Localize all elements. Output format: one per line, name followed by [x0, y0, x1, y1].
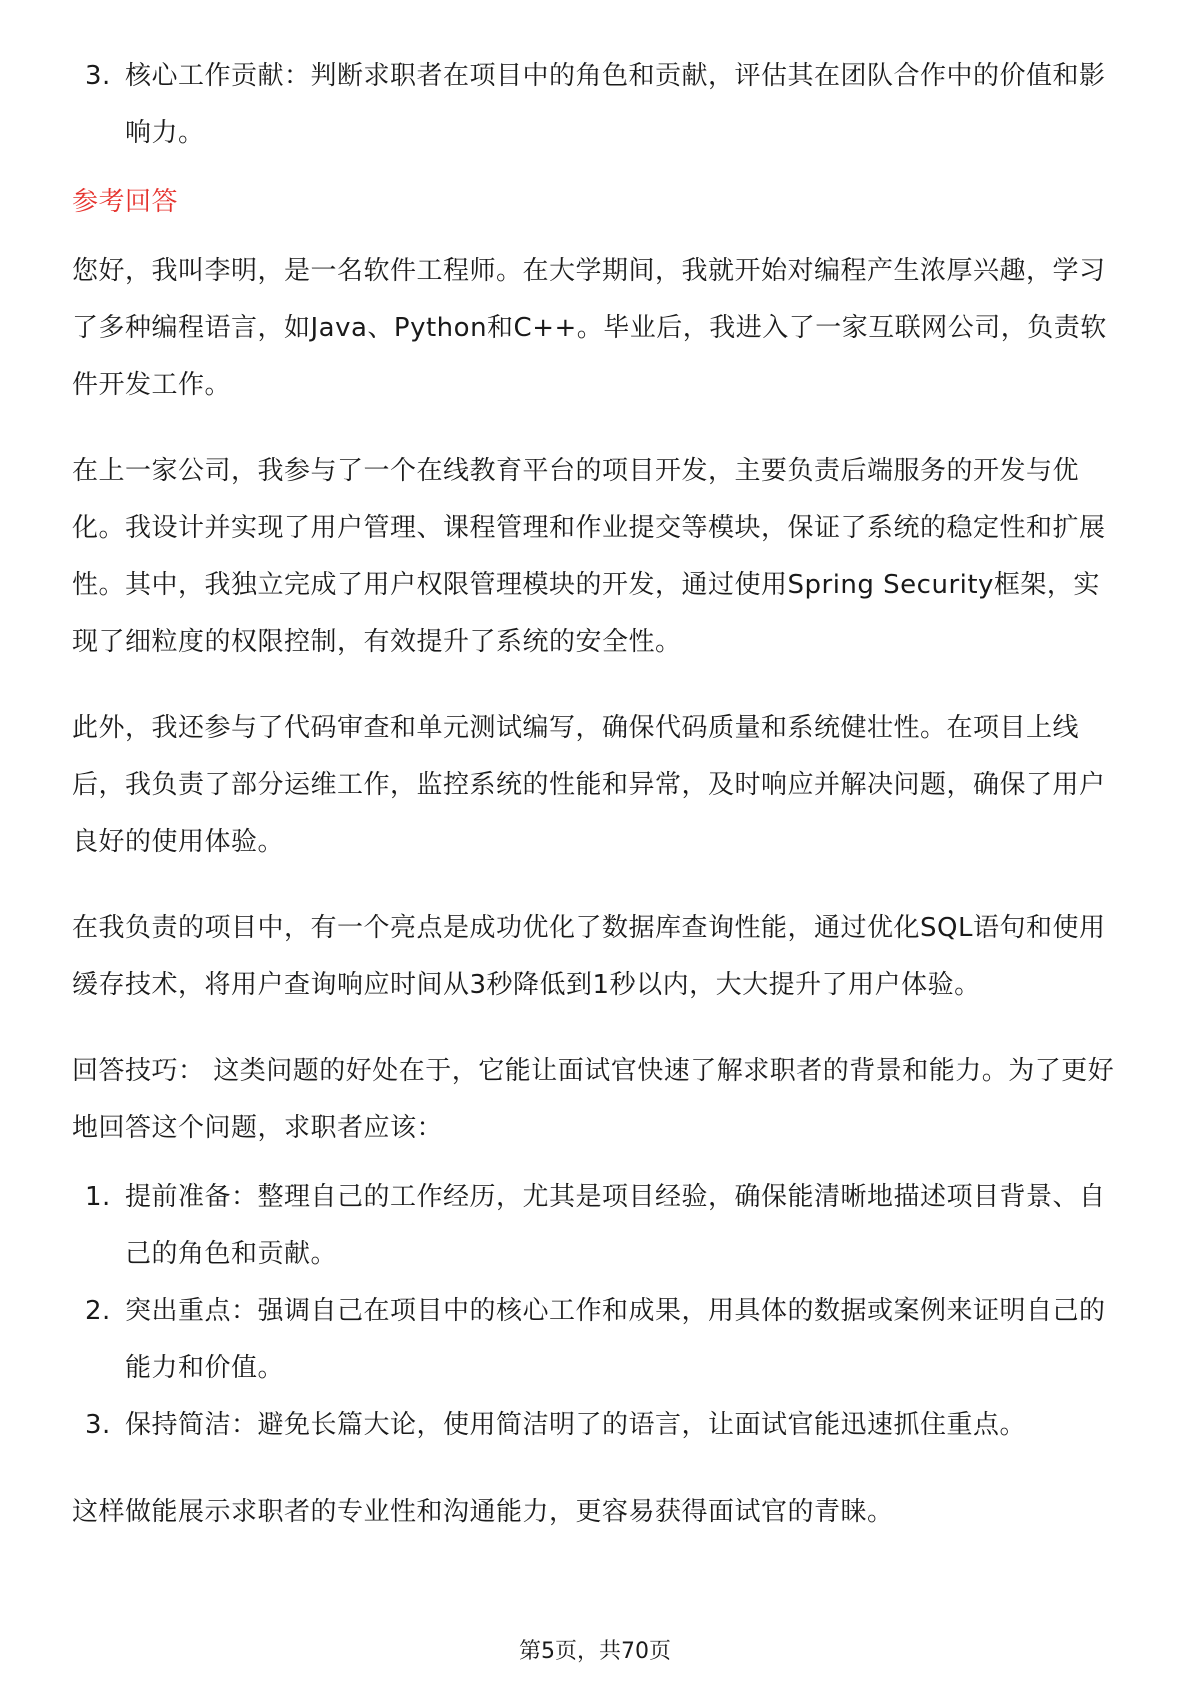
list-item	[72, 48, 1122, 162]
closing-paragraph: 这样做能展示求职者的专业性和沟通能力，更容易获得面试官的青睐。	[72, 1497, 894, 1527]
list-text: 提前准备：整理自己的工作经历，尤其是项目经验，确保能清晰地描述项目背景、自己的角色和贡献。	[125, 1182, 1106, 1269]
criteria-list	[72, 48, 1122, 162]
list-text: 核心工作贡献：判断求职者在项目中的角色和贡献，评估其在团队合作中的价值和影响力。	[125, 61, 1106, 148]
page-number: 第5页，共70页	[519, 1639, 671, 1664]
list-number: 3.	[85, 61, 111, 91]
paragraph: 此外，我还参与了代码审查和单元测试编写，确保代码质量和系统健壮性。在项目上线后，我负责了部分运维工作，监控系统的性能和异常，及时响应并解决问题，确保了用户良好的使用体验。	[72, 713, 1106, 857]
paragraph: 回答技巧： 这类问题的好处在于，它能让面试官快速了解求职者的背景和能力。为了更好地回答这个问题，求职者应该：	[72, 1056, 1115, 1143]
list-item	[72, 1397, 1122, 1454]
content	[72, 48, 1122, 1570]
list-number: 1.	[85, 1182, 111, 1212]
section-heading: 参考回答	[72, 187, 179, 217]
list-number: 2.	[85, 1296, 111, 1326]
paragraph: 在我负责的项目中，有一个亮点是成功优化了数据库查询性能，通过优化SQL语句和使用缓存技术，将用户查询响应时间从3秒降低到1秒以内，大大提升了用户体验。	[72, 913, 1106, 1000]
paragraph: 在上一家公司，我参与了一个在线教育平台的项目开发，主要负责后端服务的开发与优化。我设计并实现了用户管理、课程管理和作业提交等模块，保证了系统的稳定性和扩展性。其中，我独立完成了用户权限管理模块的开发，通过使用Spring Security框架，实现了细粒度的权限控制，有效提升了系统的安全性。	[72, 456, 1106, 657]
list-item	[72, 1283, 1122, 1397]
list-text: 保持简洁：避免长篇大论，使用简洁明了的语言，让面试官能迅速抓住重点。	[125, 1410, 1027, 1440]
list-item	[72, 1169, 1122, 1283]
list-number: 3.	[85, 1410, 111, 1440]
list-text: 突出重点：强调自己在项目中的核心工作和成果，用具体的数据或案例来证明自己的能力和价值。	[125, 1296, 1106, 1383]
paragraph: 您好，我叫李明，是一名软件工程师。在大学期间，我就开始对编程产生浓厚兴趣，学习了多种编程语言，如Java、Python和C++。毕业后，我进入了一家互联网公司，负责软件开发工作。	[72, 256, 1107, 400]
tips-list	[72, 1169, 1122, 1454]
